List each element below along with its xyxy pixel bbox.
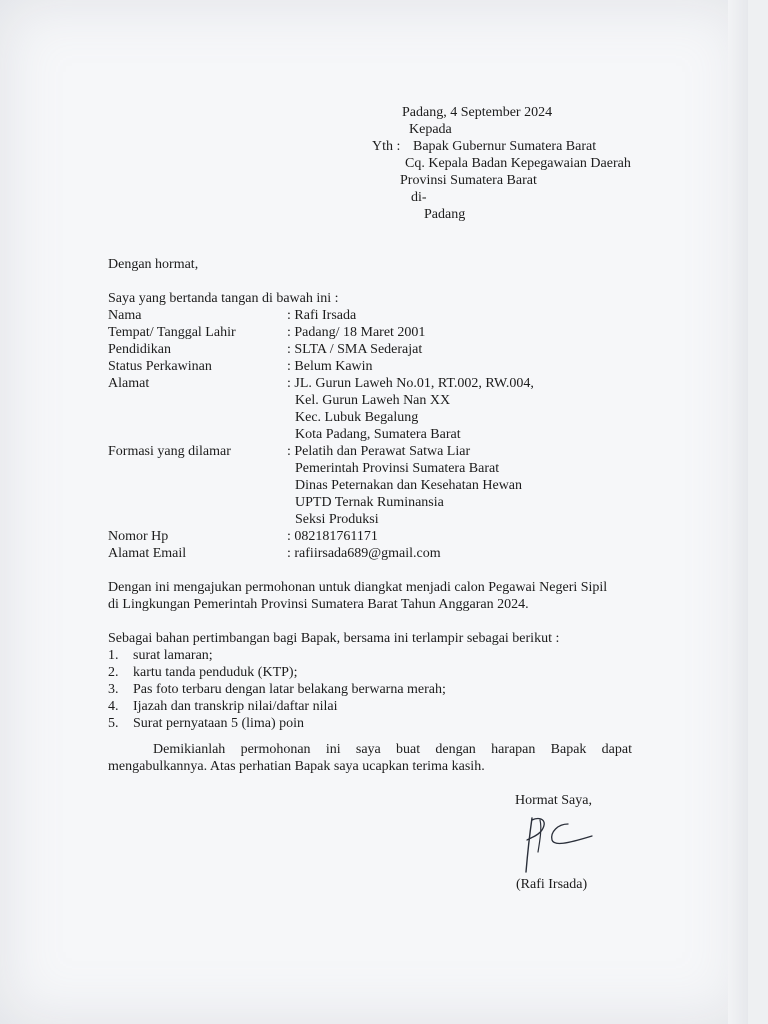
place-date: Padang, 4 September 2024 xyxy=(402,105,553,120)
list-number: 1. xyxy=(108,648,119,663)
recipient-province: Provinsi Sumatera Barat xyxy=(400,173,537,188)
field-pendidikan xyxy=(108,341,578,358)
field-ttl xyxy=(108,324,578,341)
field-label: Formasi yang dilamar xyxy=(108,444,231,459)
to-label: Kepada xyxy=(409,122,452,137)
recipient-city: Padang xyxy=(424,207,466,222)
formasi-line: Pemerintah Provinsi Sumatera Barat xyxy=(295,461,500,476)
field-value: : Belum Kawin xyxy=(287,359,373,374)
list-text: kartu tanda penduduk (KTP); xyxy=(133,665,298,680)
attachments-intro: Sebagai bahan pertimbangan bagi Bapak, bersama ini terlampir sebagai berikut : xyxy=(108,631,560,646)
alamat-line: Kota Padang, Sumatera Barat xyxy=(295,427,461,442)
field-status xyxy=(108,358,578,375)
request-line: di Lingkungan Pemerintah Provinsi Sumatera Barat Tahun Anggaran 2024. xyxy=(108,597,529,612)
signoff: Hormat Saya, xyxy=(515,793,592,808)
page-edge xyxy=(728,0,748,1024)
list-number: 5. xyxy=(108,716,119,731)
field-label: Status Perkawinan xyxy=(108,359,212,374)
field-value: : Rafi Irsada xyxy=(287,308,357,323)
intro-text: Saya yang bertanda tangan di bawah ini : xyxy=(108,291,339,306)
field-email xyxy=(108,545,578,562)
list-number: 4. xyxy=(108,699,119,714)
field-nama xyxy=(108,307,578,324)
field-label: Tempat/ Tanggal Lahir xyxy=(108,325,236,340)
list-text: Pas foto terbaru dengan latar belakang berwarna merah; xyxy=(133,682,446,697)
field-value: : rafiirsada689@gmail.com xyxy=(287,546,441,561)
field-value: : Pelatih dan Perawat Satwa Liar xyxy=(287,444,471,459)
greeting: Dengan hormat, xyxy=(108,257,199,272)
signer-name: (Rafi Irsada) xyxy=(516,877,588,892)
list-number: 3. xyxy=(108,682,119,697)
field-formasi xyxy=(108,443,578,460)
field-alamat xyxy=(108,375,578,392)
list-number: 2. xyxy=(108,665,119,680)
formasi-line: UPTD Ternak Ruminansia xyxy=(295,495,444,510)
request-line: Dengan ini mengajukan permohonan untuk diangkat menjadi calon Pegawai Negeri Sipil xyxy=(108,580,608,595)
di-label: di- xyxy=(411,190,427,205)
field-label: Nama xyxy=(108,308,142,323)
field-hp xyxy=(108,528,578,545)
alamat-line: Kel. Gurun Laweh Nan XX xyxy=(295,393,451,408)
field-label: Pendidikan xyxy=(108,342,171,357)
field-value: : JL. Gurun Laweh No.01, RT.002, RW.004, xyxy=(287,376,534,391)
alamat-line: Kec. Lubuk Begalung xyxy=(295,410,419,425)
field-value: : SLTA / SMA Sederajat xyxy=(287,342,423,357)
recipient: Bapak Gubernur Sumatera Barat xyxy=(413,139,597,154)
list-text: surat lamaran; xyxy=(133,648,213,663)
closing-line: mengabulkannya. Atas perhatian Bapak saya ucapkan terima kasih. xyxy=(108,759,485,774)
field-label: Alamat Email xyxy=(108,546,187,561)
formasi-line: Seksi Produksi xyxy=(295,512,379,527)
yth-label: Yth : xyxy=(372,139,401,154)
field-label: Nomor Hp xyxy=(108,529,169,544)
closing-line: Demikianlah permohonan ini saya buat dengan harapan Bapak dapat xyxy=(153,742,632,757)
field-value: : Padang/ 18 Maret 2001 xyxy=(287,325,426,340)
recipient-cq: Cq. Kepala Badan Kepegawaian Daerah xyxy=(405,156,631,171)
field-value: : 082181761171 xyxy=(287,529,378,544)
formasi-line: Dinas Peternakan dan Kesehatan Hewan xyxy=(295,478,523,493)
signature-image xyxy=(518,810,598,880)
list-text: Ijazah dan transkrip nilai/daftar nilai xyxy=(133,699,338,714)
field-label: Alamat xyxy=(108,376,150,391)
list-text: Surat pernyataan 5 (lima) poin xyxy=(133,716,305,731)
